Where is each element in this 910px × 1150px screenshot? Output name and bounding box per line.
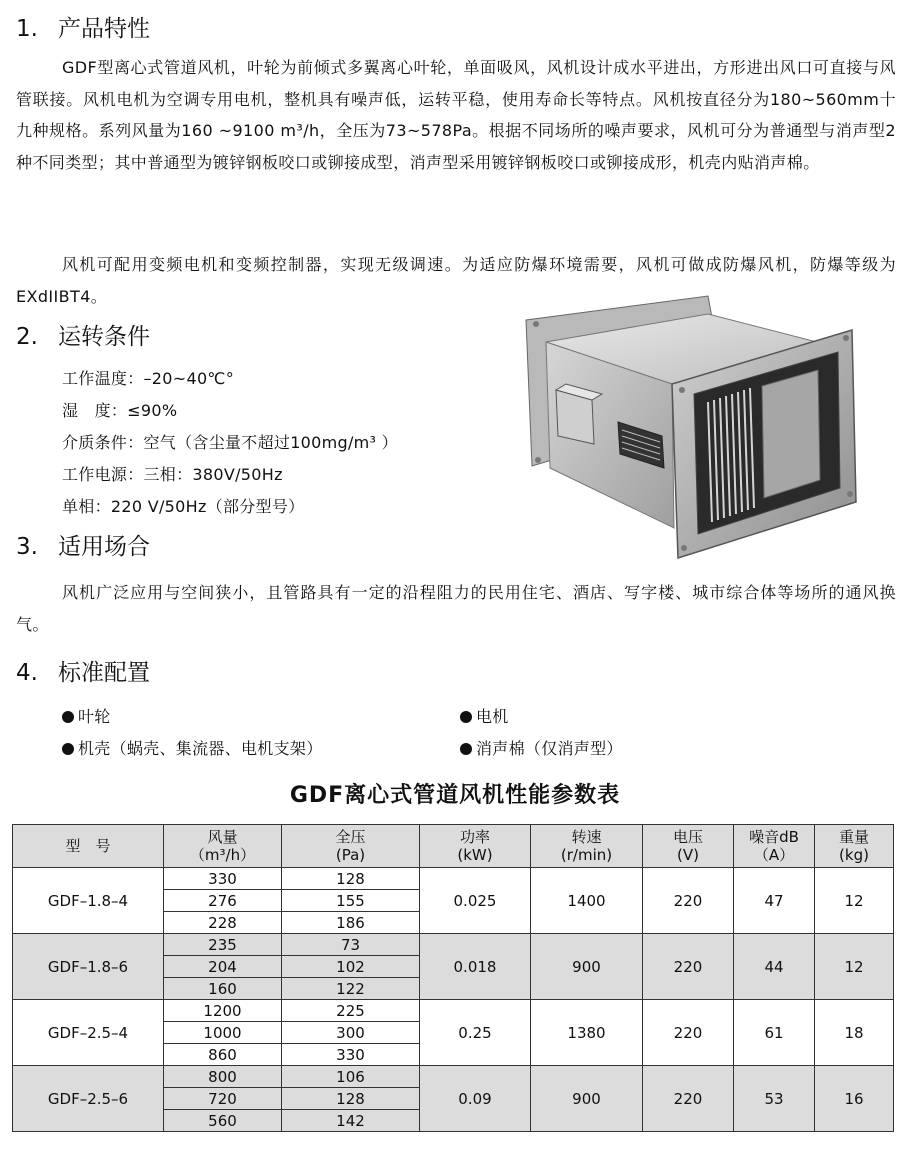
header-airflow: 风量 （m³/h） (164, 825, 282, 868)
section-1-title: 产品特性 (58, 16, 150, 42)
section-4-number: 4. (16, 660, 38, 686)
cell-speed: 1400 (531, 868, 643, 934)
header-noise: 噪音dB （A） (734, 825, 815, 868)
cell-model: GDF–2.5–6 (13, 1066, 164, 1132)
section-3-title: 适用场合 (58, 534, 150, 560)
cell-airflow: 1200 (164, 1000, 282, 1022)
cell-voltage: 220 (643, 1000, 734, 1066)
cell-pressure: 122 (282, 978, 420, 1000)
condition-power-three-phase: 工作电源：三相：380V/50Hz (62, 465, 283, 484)
cell-power: 0.025 (420, 868, 531, 934)
table-row (13, 868, 894, 890)
cell-voltage: 220 (643, 934, 734, 1000)
cell-model: GDF–2.5–4 (13, 1000, 164, 1066)
section-1-paragraph-2: 风机可配用变频电机和变频控制器，实现无级调速。为适应防爆环境需要，风机可做成防爆风机，防爆等级为EXdIIBT4。 (16, 255, 896, 306)
cell-voltage: 220 (643, 1066, 734, 1132)
cell-airflow: 330 (164, 868, 282, 890)
cell-pressure: 73 (282, 934, 420, 956)
cell-speed: 900 (531, 934, 643, 1000)
config-item-motor: 电机 (460, 704, 509, 727)
cell-airflow: 800 (164, 1066, 282, 1088)
cell-pressure: 102 (282, 956, 420, 978)
cell-weight: 12 (815, 868, 894, 934)
cell-weight: 16 (815, 1066, 894, 1132)
bullet-dot-icon (62, 743, 74, 755)
performance-table (12, 824, 894, 1132)
header-model: 型 号 (13, 825, 164, 868)
section-1-paragraph-1: GDF型离心式管道风机，叶轮为前倾式多翼离心叶轮，单面吸风，风机设计成水平进出，方形进出风口可直接与风管联接。风机电机为空调专用电机，整机具有噪声低，运转平稳，使用寿命长等特点。风机按直径分为180~560mm十九种规格。系列风量为160 ~9100 m³/h，全压为73~578Pa。根据不同场所的噪声要求，风机可分为普通型与消声型2种不同类型；其中普通型为镀锌钢板咬口或铆接成型，消声型采用镀锌钢板咬口或铆接成形，机壳内贴消声棉。 (16, 58, 896, 172)
cell-pressure: 330 (282, 1044, 420, 1066)
cell-noise: 61 (734, 1000, 815, 1066)
cell-noise: 47 (734, 868, 815, 934)
section-4-heading (16, 654, 150, 687)
section-2-title: 运转条件 (58, 324, 150, 350)
cell-pressure: 225 (282, 1000, 420, 1022)
header-speed: 转速 (r/min) (531, 825, 643, 868)
cell-pressure: 300 (282, 1022, 420, 1044)
cell-weight: 18 (815, 1000, 894, 1066)
bullet-dot-icon (62, 711, 74, 723)
section-1-heading (16, 10, 150, 43)
section-4-title: 标准配置 (58, 660, 150, 686)
cell-weight: 12 (815, 934, 894, 1000)
cell-airflow: 235 (164, 934, 282, 956)
header-voltage: 电压 (V) (643, 825, 734, 868)
cell-airflow: 276 (164, 890, 282, 912)
cell-pressure: 155 (282, 890, 420, 912)
cell-speed: 1380 (531, 1000, 643, 1066)
table-row (13, 1066, 894, 1088)
cell-airflow: 160 (164, 978, 282, 1000)
table-header-row (13, 825, 894, 868)
cell-model: GDF–1.8–4 (13, 868, 164, 934)
section-3-number: 3. (16, 534, 38, 560)
cell-power: 0.018 (420, 934, 531, 1000)
cell-model: GDF–1.8–6 (13, 934, 164, 1000)
cell-pressure: 106 (282, 1066, 420, 1088)
cell-airflow: 204 (164, 956, 282, 978)
header-power: 功率 (kW) (420, 825, 531, 868)
cell-airflow: 228 (164, 912, 282, 934)
condition-power-single-phase: 单相：220 V/50Hz（部分型号） (62, 497, 305, 516)
cell-pressure: 128 (282, 1088, 420, 1110)
header-pressure: 全压 (Pa) (282, 825, 420, 868)
config-item-impeller: 叶轮 (62, 704, 111, 727)
cell-airflow: 1000 (164, 1022, 282, 1044)
section-2-number: 2. (16, 324, 38, 350)
condition-humidity: 湿 度：≤90% (62, 401, 178, 420)
cell-noise: 44 (734, 934, 815, 1000)
config-item-casing: 机壳（蜗壳、集流器、电机支架） (62, 736, 323, 759)
condition-temperature: 工作温度：–20~40℃° (62, 369, 234, 388)
cell-airflow: 560 (164, 1110, 282, 1132)
header-weight: 重量 (kg) (815, 825, 894, 868)
cell-voltage: 220 (643, 868, 734, 934)
cell-speed: 900 (531, 1066, 643, 1132)
cell-noise: 53 (734, 1066, 815, 1132)
cell-airflow: 720 (164, 1088, 282, 1110)
section-1-number: 1. (16, 16, 38, 42)
cell-pressure: 128 (282, 868, 420, 890)
cell-power: 0.09 (420, 1066, 531, 1132)
bullet-dot-icon (460, 743, 472, 755)
bullet-dot-icon (460, 711, 472, 723)
section-2-heading (16, 318, 150, 351)
cell-pressure: 142 (282, 1110, 420, 1132)
section-3-heading (16, 528, 150, 561)
duct-fan-photo (522, 290, 858, 562)
config-item-sound-cotton: 消声棉（仅消声型） (460, 736, 623, 759)
table-title: GDF离心式管道风机性能参数表 (289, 783, 621, 808)
table-row (13, 1000, 894, 1022)
cell-airflow: 860 (164, 1044, 282, 1066)
cell-pressure: 186 (282, 912, 420, 934)
cell-power: 0.25 (420, 1000, 531, 1066)
table-row (13, 934, 894, 956)
section-3-paragraph: 风机广泛应用与空间狭小，且管路具有一定的沿程阻力的民用住宅、酒店、写字楼、城市综合体等场所的通风换气。 (16, 583, 896, 634)
condition-medium: 介质条件：空气（含尘量不超过100mg/m³ ） (62, 433, 398, 452)
